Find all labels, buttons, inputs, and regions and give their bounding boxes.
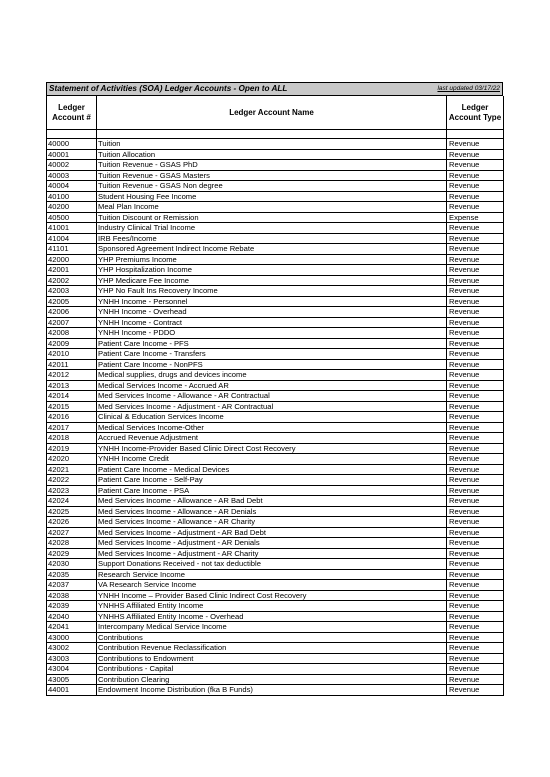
account-type-cell: Revenue [447,464,504,475]
table-row [47,244,504,255]
account-name-cell: YHP Hospitalization Income [97,265,447,276]
account-type-cell: Revenue [447,412,504,423]
account-type-cell: Revenue [447,622,504,633]
column-header-type [447,96,504,130]
table-row [47,443,504,454]
account-number-cell: 42037 [47,580,97,591]
column-header-name-label: Ledger Account Name [229,107,314,117]
account-number-cell: 42016 [47,412,97,423]
table-row [47,685,504,696]
account-number-cell: 43004 [47,664,97,675]
account-name-cell: Patient Care Income - Self-Pay [97,475,447,486]
account-name-cell: YHP Medicare Fee Income [97,275,447,286]
table-row [47,527,504,538]
account-number-cell: 42020 [47,454,97,465]
account-type-cell: Revenue [447,149,504,160]
table-row [47,160,504,171]
account-name-cell: YNHHS Affiliated Entity Income [97,601,447,612]
last-updated-note: last updated 03/17/22 [437,85,500,92]
account-name-cell: Med Services Income - Adjustment - AR Denials [97,538,447,549]
column-header-account-line1: Ledger [58,102,85,112]
account-name-cell: Tuition Revenue - GSAS Non degree [97,181,447,192]
account-type-cell: Revenue [447,422,504,433]
account-number-cell: 43005 [47,674,97,685]
account-name-cell: IRB Fees/Income [97,233,447,244]
account-type-cell: Revenue [447,359,504,370]
account-type-cell: Revenue [447,590,504,601]
account-type-cell: Revenue [447,643,504,654]
account-number-cell: 43003 [47,653,97,664]
account-type-cell: Revenue [447,485,504,496]
account-name-cell: Medical supplies, drugs and devices income [97,370,447,381]
table-row [47,349,504,360]
account-type-cell: Revenue [447,674,504,685]
table-row [47,202,504,213]
account-type-cell: Revenue [447,475,504,486]
table-row [47,475,504,486]
account-name-cell: Patient Care Income - NonPFS [97,359,447,370]
account-number-cell: 41001 [47,223,97,234]
account-type-cell: Revenue [447,265,504,276]
account-number-cell: 42002 [47,275,97,286]
account-number-cell: 40500 [47,212,97,223]
account-number-cell: 42026 [47,517,97,528]
column-header-account [47,96,97,130]
account-type-cell: Revenue [447,254,504,265]
account-number-cell: 40004 [47,181,97,192]
table-row [47,664,504,675]
account-type-cell: Revenue [447,391,504,402]
account-number-cell: 42012 [47,370,97,381]
account-name-cell: Tuition Revenue - GSAS Masters [97,170,447,181]
account-name-cell: Medical Services Income - Accrued AR [97,380,447,391]
account-name-cell: Intercompany Medical Service Income [97,622,447,633]
table-row [47,370,504,381]
table-row [47,139,504,150]
account-type-cell: Revenue [447,170,504,181]
account-name-cell: YNHH Income - Overhead [97,307,447,318]
account-number-cell: 42030 [47,559,97,570]
account-name-cell: Tuition [97,139,447,150]
account-number-cell: 42008 [47,328,97,339]
account-type-cell: Revenue [447,139,504,150]
account-type-cell: Revenue [447,380,504,391]
table-row [47,548,504,559]
account-name-cell: Med Services Income - Adjustment - AR Contractual [97,401,447,412]
table-row [47,674,504,685]
account-name-cell: Med Services Income - Allowance - AR Bad Debt [97,496,447,507]
table-row [47,559,504,570]
account-name-cell: Med Services Income - Allowance - AR Denials [97,506,447,517]
account-number-cell: 42019 [47,443,97,454]
account-number-cell: 42017 [47,422,97,433]
account-type-cell: Revenue [447,317,504,328]
account-number-cell: 42023 [47,485,97,496]
account-number-cell: 42035 [47,569,97,580]
account-name-cell: Research Service Income [97,569,447,580]
account-name-cell: Accrued Revenue Adjustment [97,433,447,444]
account-type-cell: Revenue [447,538,504,549]
account-name-cell: Meal Plan Income [97,202,447,213]
account-type-cell: Expense [447,212,504,223]
table-row [47,275,504,286]
account-name-cell: YNHH Income-Provider Based Clinic Direct Cost Recovery [97,443,447,454]
account-type-cell: Revenue [447,664,504,675]
account-name-cell: VA Research Service Income [97,580,447,591]
account-type-cell: Revenue [447,496,504,507]
table-row [47,170,504,181]
table-row [47,307,504,318]
account-name-cell: Industry Clinical Trial Income [97,223,447,234]
account-type-cell: Revenue [447,244,504,255]
table-row [47,454,504,465]
table-row [47,422,504,433]
account-name-cell: Contributions to Endowment [97,653,447,664]
table-row [47,286,504,297]
account-name-cell: Med Services Income - Adjustment - AR Bad Debt [97,527,447,538]
account-name-cell: Endowment Income Distribution (fka B Funds) [97,685,447,696]
header-row [47,96,504,130]
account-name-cell: Patient Care Income - Medical Devices [97,464,447,475]
ledger-sheet [46,82,503,696]
account-number-cell: 40000 [47,139,97,150]
column-header-type-line2: Account Type [448,112,502,122]
title-bar [46,82,503,96]
account-name-cell: Med Services Income - Allowance - AR Contractual [97,391,447,402]
account-name-cell: Contributions [97,632,447,643]
table-row [47,296,504,307]
account-type-cell: Revenue [447,580,504,591]
account-name-cell: YHP No Fault Ins Recovery Income [97,286,447,297]
sheet-title: Statement of Activities (SOA) Ledger Accounts - Open to ALL [49,84,288,93]
account-type-cell: Revenue [447,191,504,202]
account-name-cell: Contribution Clearing [97,674,447,685]
account-type-cell: Revenue [447,233,504,244]
account-name-cell: YHP Premiums Income [97,254,447,265]
ledger-table [46,96,504,696]
account-type-cell: Revenue [447,632,504,643]
account-number-cell: 42024 [47,496,97,507]
account-number-cell: 42006 [47,307,97,318]
account-name-cell: Support Donations Received - not tax deductible [97,559,447,570]
account-type-cell: Revenue [447,181,504,192]
account-number-cell: 42025 [47,506,97,517]
account-type-cell: Revenue [447,202,504,213]
account-name-cell: Medical Services Income-Other [97,422,447,433]
account-number-cell: 42040 [47,611,97,622]
account-number-cell: 42041 [47,622,97,633]
account-name-cell: Contributions - Capital [97,664,447,675]
table-row [47,191,504,202]
account-name-cell: YNHH Income - PDDO [97,328,447,339]
table-row [47,317,504,328]
account-type-cell: Revenue [447,433,504,444]
account-number-cell: 42007 [47,317,97,328]
table-row [47,611,504,622]
account-number-cell: 41004 [47,233,97,244]
account-type-cell: Revenue [447,443,504,454]
account-name-cell: Med Services Income - Allowance - AR Charity [97,517,447,528]
table-row [47,653,504,664]
account-name-cell: YNHH Income - Contract [97,317,447,328]
table-row [47,580,504,591]
table-row [47,233,504,244]
table-row [47,338,504,349]
account-name-cell: Clinical & Education Services Income [97,412,447,423]
account-number-cell: 40001 [47,149,97,160]
table-row [47,622,504,633]
account-name-cell: Tuition Discount or Remission [97,212,447,223]
account-name-cell: YNHH Income – Provider Based Clinic Indirect Cost Recovery [97,590,447,601]
account-type-cell: Revenue [447,338,504,349]
column-header-name [97,96,447,130]
account-number-cell: 42014 [47,391,97,402]
table-row [47,538,504,549]
table-row [47,265,504,276]
table-row [47,328,504,339]
table-row [47,496,504,507]
account-type-cell: Revenue [447,307,504,318]
account-type-cell: Revenue [447,349,504,360]
account-number-cell: 42003 [47,286,97,297]
account-type-cell: Revenue [447,275,504,286]
account-type-cell: Revenue [447,370,504,381]
account-number-cell: 41101 [47,244,97,255]
account-name-cell: Tuition Allocation [97,149,447,160]
account-number-cell: 42021 [47,464,97,475]
account-name-cell: Tuition Revenue - GSAS PhD [97,160,447,171]
account-number-cell: 42000 [47,254,97,265]
account-number-cell: 42001 [47,265,97,276]
account-name-cell: YNHHS Affiliated Entity Income - Overhead [97,611,447,622]
table-row [47,464,504,475]
account-number-cell: 42009 [47,338,97,349]
account-number-cell: 40003 [47,170,97,181]
account-name-cell: Sponsored Agreement Indirect Income Rebate [97,244,447,255]
account-number-cell: 42039 [47,601,97,612]
account-type-cell: Revenue [447,296,504,307]
account-number-cell: 40002 [47,160,97,171]
account-number-cell: 42011 [47,359,97,370]
account-type-cell: Revenue [447,527,504,538]
table-row [47,181,504,192]
account-number-cell: 43002 [47,643,97,654]
column-header-type-line1: Ledger [461,102,489,112]
account-name-cell: Patient Care Income - Transfers [97,349,447,360]
table-row [47,391,504,402]
table-row [47,643,504,654]
account-name-cell: YNHH Income Credit [97,454,447,465]
table-row [47,590,504,601]
account-type-cell: Revenue [447,517,504,528]
account-name-cell: YNHH Income - Personnel [97,296,447,307]
spacer-row [47,130,504,139]
account-number-cell: 42010 [47,349,97,360]
account-number-cell: 40200 [47,202,97,213]
account-type-cell: Revenue [447,454,504,465]
table-row [47,359,504,370]
account-type-cell: Revenue [447,548,504,559]
account-number-cell: 40100 [47,191,97,202]
account-type-cell: Revenue [447,328,504,339]
account-number-cell: 42027 [47,527,97,538]
table-row [47,632,504,643]
account-type-cell: Revenue [447,569,504,580]
account-name-cell: Med Services Income - Adjustment - AR Charity [97,548,447,559]
table-row [47,517,504,528]
account-type-cell: Revenue [447,401,504,412]
table-row [47,223,504,234]
account-type-cell: Revenue [447,223,504,234]
account-type-cell: Revenue [447,160,504,171]
table-row [47,485,504,496]
account-type-cell: Revenue [447,559,504,570]
account-type-cell: Revenue [447,286,504,297]
account-number-cell: 42005 [47,296,97,307]
table-row [47,380,504,391]
account-type-cell: Revenue [447,685,504,696]
account-name-cell: Student Housing Fee Income [97,191,447,202]
account-name-cell: Patient Care Income - PSA [97,485,447,496]
account-type-cell: Revenue [447,611,504,622]
account-number-cell: 42013 [47,380,97,391]
account-number-cell: 42015 [47,401,97,412]
table-row [47,433,504,444]
account-number-cell: 42022 [47,475,97,486]
column-header-account-line2: Account # [52,112,91,122]
account-type-cell: Revenue [447,653,504,664]
table-row [47,212,504,223]
table-row [47,601,504,612]
account-name-cell: Contribution Revenue Reclassification [97,643,447,654]
table-row [47,401,504,412]
account-number-cell: 42018 [47,433,97,444]
table-row [47,506,504,517]
account-number-cell: 43000 [47,632,97,643]
account-number-cell: 42038 [47,590,97,601]
account-number-cell: 44001 [47,685,97,696]
table-row [47,569,504,580]
table-row [47,149,504,160]
account-number-cell: 42029 [47,548,97,559]
table-row [47,412,504,423]
account-number-cell: 42028 [47,538,97,549]
account-name-cell: Patient Care Income - PFS [97,338,447,349]
account-type-cell: Revenue [447,506,504,517]
table-row [47,254,504,265]
account-type-cell: Revenue [447,601,504,612]
